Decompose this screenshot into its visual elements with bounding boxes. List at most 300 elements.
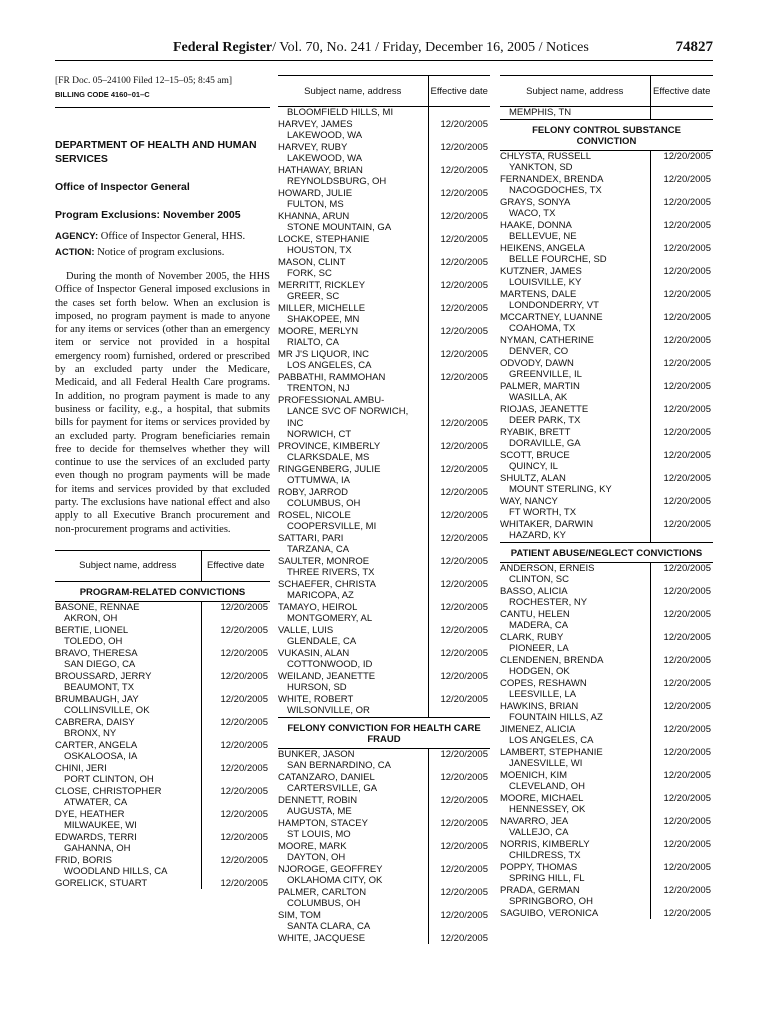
subject-cell (278, 303, 428, 326)
table-row (55, 878, 270, 890)
subject-address: OKLAHOMA CITY, OK (287, 875, 383, 886)
effective-date: 12/20/2005 (650, 609, 713, 632)
subject-name: RIOJAS, JEANETTE (500, 403, 589, 415)
subject-cell (500, 197, 650, 220)
subject-name: DENNETT, ROBIN (278, 794, 358, 806)
effective-date: 12/20/2005 (650, 243, 713, 266)
effective-date: 12/20/2005 (428, 280, 490, 303)
department-heading: DEPARTMENT OF HEALTH AND HUMAN SERVICES (55, 139, 257, 165)
effective-date: 12/20/2005 (428, 818, 490, 841)
effective-date: 12/20/2005 (428, 864, 490, 887)
effective-date: 12/20/2005 (428, 441, 490, 464)
subject-name: CHINI, JERI (55, 762, 107, 774)
subject-address: SANTA CLARA, CA (287, 921, 371, 932)
table-row (500, 678, 713, 701)
table-row (500, 266, 713, 289)
subject-name: NYMAN, CATHERINE (500, 334, 594, 346)
subject-cell (278, 464, 428, 487)
table-row (500, 197, 713, 220)
subject-address: CLARKSDALE, MS (287, 452, 370, 463)
table-row (500, 174, 713, 197)
table-row (500, 243, 713, 266)
subject-name: SHULTZ, ALAN (500, 472, 566, 484)
subject-address: STONE MOUNTAIN, GA (287, 222, 392, 233)
table-row (278, 671, 490, 694)
subject-name: NAVARRO, JEA (500, 815, 569, 827)
effective-date: 12/20/2005 (650, 358, 713, 381)
subject-cell (278, 107, 428, 119)
effective-date: 12/20/2005 (650, 724, 713, 747)
subject-name: KUTZNER, JAMES (500, 265, 582, 277)
effective-date: 12/20/2005 (201, 878, 270, 890)
subject-cell (55, 809, 201, 832)
subject-address: QUINCY, IL (509, 461, 558, 472)
subject-cell (278, 671, 428, 694)
subject-address: MEMPHIS, TN (509, 107, 572, 118)
subject-cell (500, 266, 650, 289)
subject-address: MILWAUKEE, WI (64, 820, 137, 832)
subject-name: NJOROGE, GEOFFREY (278, 863, 383, 875)
subject-cell (500, 678, 650, 701)
table-row (500, 793, 713, 816)
subject-cell (278, 533, 428, 556)
subject-address: WILSONVILLE, OR (287, 705, 370, 716)
subject-cell (500, 632, 650, 655)
subject-cell (500, 701, 650, 724)
subject-cell (55, 763, 201, 786)
subject-name: WHITE, ROBERT (278, 693, 354, 705)
table-row (55, 717, 270, 740)
effective-date: 12/20/2005 (201, 786, 270, 809)
exclusions-table-2 (278, 75, 490, 944)
table-row (278, 119, 490, 142)
subject-name: PRADA, GERMAN (500, 884, 580, 896)
subject-cell (55, 786, 201, 809)
subject-cell (278, 510, 428, 533)
effective-date: 12/20/2005 (428, 510, 490, 533)
effective-date: 12/20/2005 (201, 832, 270, 855)
running-head (173, 40, 589, 56)
subject-name: INC (287, 417, 304, 429)
subject-name: CATANZARO, DANIEL (278, 771, 375, 783)
table-row (278, 406, 490, 418)
effective-date: 12/20/2005 (428, 772, 490, 795)
subject-address: WOODLAND HILLS, CA (64, 866, 168, 878)
subject-address: COLUMBUS, OH (287, 498, 361, 509)
subject-name: FRID, BORIS (55, 854, 113, 866)
effective-date: 12/20/2005 (201, 763, 270, 786)
effective-date: 12/20/2005 (428, 234, 490, 257)
subject-name: CABRERA, DAISY (55, 716, 135, 728)
subject-name: MARTENS, DALE (500, 288, 577, 300)
subject-address: BEAUMONT, TX (64, 682, 135, 694)
subject-name: LANCE SVC OF NORWICH, (287, 406, 409, 417)
table-row (278, 211, 490, 234)
subject-name: BERTIE, LIONEL (55, 624, 129, 636)
effective-date: 12/20/2005 (428, 349, 490, 372)
subject-cell (500, 793, 650, 816)
subject-cell (278, 142, 428, 165)
subject-cell (500, 473, 650, 496)
table-row (500, 908, 713, 920)
table-row (278, 795, 490, 818)
effective-date: 12/20/2005 (201, 809, 270, 832)
subject-cell (500, 770, 650, 793)
subject-address: WASILLA, AK (509, 392, 568, 403)
table-row (278, 818, 490, 841)
subject-address: ROCHESTER, NY (509, 597, 588, 608)
effective-date: 12/20/2005 (428, 579, 490, 602)
subject-name: VALLE, LUIS (278, 624, 334, 636)
subject-address: WACO, TX (509, 208, 556, 219)
subject-cell (278, 625, 428, 648)
subject-cell (278, 579, 428, 602)
subject-cell (278, 372, 428, 395)
effective-date: 12/20/2005 (428, 671, 490, 694)
section-row (278, 717, 490, 748)
subject-cell (278, 165, 428, 188)
action-label: ACTION: (55, 247, 95, 258)
subject-name: HARVEY, RUBY (278, 141, 348, 153)
subject-cell (278, 772, 428, 795)
table-row (278, 487, 490, 510)
effective-date: 12/20/2005 (650, 289, 713, 312)
subject-name: TAMAYO, HEIROL (278, 601, 358, 613)
subject-address: AUGUSTA, ME (287, 806, 352, 817)
subject-address: SHAKOPEE, MN (287, 314, 360, 325)
subject-cell (500, 496, 650, 519)
effective-date: 12/20/2005 (428, 188, 490, 211)
subject-address: MARICOPA, AZ (287, 590, 354, 601)
effective-date: 12/20/2005 (428, 142, 490, 165)
subject-cell (500, 107, 650, 120)
effective-date: 12/20/2005 (428, 748, 490, 772)
subject-cell (55, 832, 201, 855)
subject-name: ANDERSON, ERNEIS (500, 562, 595, 574)
subject-address: SAN BERNARDINO, CA (287, 760, 391, 771)
subject-name: SATTARI, PARI (278, 532, 344, 544)
subject-name: WAY, NANCY (500, 495, 558, 507)
effective-date: 12/20/2005 (428, 487, 490, 510)
effective-date: 12/20/2005 (201, 717, 270, 740)
subject-cell (278, 795, 428, 818)
table-row (278, 188, 490, 211)
table-row (55, 809, 270, 832)
table-row (55, 671, 270, 694)
subject-address: DAYTON, OH (287, 852, 346, 863)
subject-address: DORAVILLE, GA (509, 438, 581, 449)
subject-address: HAZARD, KY (509, 530, 567, 541)
table-row (278, 257, 490, 280)
subject-address: HENNESSEY, OK (509, 804, 586, 815)
table-row (278, 395, 490, 407)
subject-cell (278, 556, 428, 579)
effective-date: 12/20/2005 (650, 701, 713, 724)
effective-date: 12/20/2005 (650, 908, 713, 920)
table-row (500, 289, 713, 312)
subject-address: COOPERSVILLE, MI (287, 521, 377, 532)
subject-name: WEILAND, JEANETTE (278, 670, 376, 682)
table-row (500, 150, 713, 174)
table-row (278, 464, 490, 487)
effective-date: 12/20/2005 (201, 671, 270, 694)
effective-date: 12/20/2005 (428, 165, 490, 188)
subject-name: JIMENEZ, ALICIA (500, 723, 576, 735)
effective-date: 12/20/2005 (428, 372, 490, 395)
subject-address: BRONX, NY (64, 728, 117, 740)
fr-doc-line: [FR Doc. 05–24100 Filed 12–15–05; 8:45 am] (55, 76, 233, 86)
subject-address: RIALTO, CA (287, 337, 339, 348)
table-row (55, 601, 270, 625)
effective-date: 12/20/2005 (650, 174, 713, 197)
table-row (278, 142, 490, 165)
table-row (500, 839, 713, 862)
agency-line (55, 230, 270, 244)
table-row (278, 579, 490, 602)
effective-date: 12/20/2005 (428, 694, 490, 718)
column-1 (55, 75, 270, 889)
subject-name: PABBATHI, RAMMOHAN (278, 371, 386, 383)
subject-name: HATHAWAY, BRIAN (278, 164, 363, 176)
effective-date: 12/20/2005 (428, 326, 490, 349)
subject-cell (500, 243, 650, 266)
table-row (278, 326, 490, 349)
subject-cell (500, 724, 650, 747)
subject-cell (500, 404, 650, 427)
subject-name: HOWARD, JULIE (278, 187, 353, 199)
subject-cell (278, 441, 428, 464)
subject-address: FULTON, MS (287, 199, 344, 210)
subject-name: POPPY, THOMAS (500, 861, 578, 873)
subject-name: CLENDENEN, BRENDA (500, 654, 604, 666)
effective-date: 12/20/2005 (650, 150, 713, 174)
table-row (278, 910, 490, 933)
effective-date: 12/20/2005 (650, 885, 713, 908)
subject-name: MOORE, MICHAEL (500, 792, 584, 804)
subject-cell (278, 418, 428, 441)
table-row (278, 887, 490, 910)
table-row (278, 418, 490, 441)
subject-address: TOLEDO, OH (64, 636, 123, 648)
subject-name: MR J'S LIQUOR, INC (278, 348, 370, 360)
table-row (500, 632, 713, 655)
effective-date: 12/20/2005 (650, 197, 713, 220)
table-row (55, 832, 270, 855)
subject-address: YANKTON, SD (509, 162, 573, 173)
office-heading: Office of Inspector General (55, 181, 190, 193)
subject-name: RINGGENBERG, JULIE (278, 463, 381, 475)
effective-date: 12/20/2005 (428, 303, 490, 326)
subject-cell (500, 289, 650, 312)
subject-name: COPES, RESHAWN (500, 677, 587, 689)
table-row (55, 625, 270, 648)
column-3 (500, 75, 713, 919)
effective-date: 12/20/2005 (428, 418, 490, 441)
subject-name: MOORE, MARK (278, 840, 347, 852)
table-row (500, 312, 713, 335)
subject-address: PIONEER, LA (509, 643, 569, 654)
subject-name: BASONE, RENNAE (55, 601, 140, 613)
table-row (500, 496, 713, 519)
table-row (500, 107, 713, 120)
subject-address: ATWATER, CA (64, 797, 128, 809)
table-row (55, 648, 270, 671)
subject-cell (278, 406, 428, 418)
subject-cell (278, 933, 428, 945)
table-row (278, 864, 490, 887)
effective-date: 12/20/2005 (428, 119, 490, 142)
subject-cell (55, 717, 201, 740)
subject-address: MONTGOMERY, AL (287, 613, 373, 624)
effective-date: 12/20/2005 (428, 841, 490, 864)
page-header (55, 40, 713, 61)
subject-address: TRENTON, NJ (287, 383, 350, 394)
effective-date: 12/20/2005 (650, 519, 713, 543)
subject-address: LEESVILLE, LA (509, 689, 577, 700)
table-row (278, 748, 490, 772)
subject-name: LAMBERT, STEPHANIE (500, 746, 603, 758)
subject-name: PALMER, CARLTON (278, 886, 367, 898)
col-header-name: Subject name, address (500, 76, 650, 107)
subject-name: NORRIS, KIMBERLY (500, 838, 590, 850)
effective-date: 12/20/2005 (201, 694, 270, 717)
subject-address: NACOGDOCHES, TX (509, 185, 602, 196)
subject-name: MILLER, MICHELLE (278, 302, 366, 314)
table-row (55, 786, 270, 809)
subject-name: HAWKINS, BRIAN (500, 700, 579, 712)
subject-name: SAGUIBO, VERONICA (500, 907, 599, 919)
subject-name: VUKASIN, ALAN (278, 647, 350, 659)
subject-address: SAN DIEGO, CA (64, 659, 136, 671)
subject-cell (278, 841, 428, 864)
effective-date: 12/20/2005 (428, 556, 490, 579)
subject-cell (278, 887, 428, 910)
subject-cell (278, 326, 428, 349)
subject-address: DENVER, CO (509, 346, 569, 357)
table-row (500, 404, 713, 427)
table-row (278, 648, 490, 671)
subject-address: LOUISVILLE, KY (509, 277, 582, 288)
table-row (500, 450, 713, 473)
subject-cell (278, 211, 428, 234)
subject-cell (55, 740, 201, 763)
subject-cell (278, 395, 428, 407)
subject-name: KHANNA, ARUN (278, 210, 350, 222)
table-row (500, 586, 713, 609)
subject-address: BELLEVUE, NE (509, 231, 577, 242)
subject-address: CLEVELAND, OH (509, 781, 586, 792)
subject-address: LAKEWOOD, WA (287, 153, 363, 164)
table-row (278, 625, 490, 648)
subject-name: BROUSSARD, JERRY (55, 670, 152, 682)
effective-date (428, 107, 490, 119)
subject-name: LOCKE, STEPHANIE (278, 233, 370, 245)
subject-name: GRAYS, SONYA (500, 196, 571, 208)
subject-address: FT WORTH, TX (509, 507, 577, 518)
section-heading: PROGRAM-RELATED CONVICTIONS (55, 581, 270, 601)
table-row (278, 556, 490, 579)
effective-date: 12/20/2005 (428, 910, 490, 933)
subject-cell (500, 381, 650, 404)
column-2 (278, 75, 490, 944)
subject-cell (500, 174, 650, 197)
table-row (278, 441, 490, 464)
effective-date: 12/20/2005 (428, 933, 490, 945)
subject-cell (500, 586, 650, 609)
effective-date: 12/20/2005 (201, 625, 270, 648)
subject-cell (278, 188, 428, 211)
table-row (278, 510, 490, 533)
col-header-name: Subject name, address (55, 550, 201, 581)
effective-date: 12/20/2005 (650, 770, 713, 793)
effective-date: 12/20/2005 (201, 648, 270, 671)
table-row (500, 358, 713, 381)
subject-name: CLARK, RUBY (500, 631, 564, 643)
section-heading: PATIENT ABUSE/NEGLECT CONVICTIONS (500, 542, 713, 562)
subject-name: SAULTER, MONROE (278, 555, 370, 567)
effective-date: 12/20/2005 (650, 862, 713, 885)
exclusions-table-3 (500, 75, 713, 919)
agency-label: AGENCY: (55, 231, 99, 242)
notice-title: Program Exclusions: November 2005 (55, 209, 241, 221)
table-row (500, 473, 713, 496)
effective-date: 12/20/2005 (650, 632, 713, 655)
subject-address: OSKALOOSA, IA (64, 751, 138, 763)
table-row (278, 694, 490, 718)
subject-name: ODVODY, DAWN (500, 357, 574, 369)
table-row (500, 862, 713, 885)
subject-name: GORELICK, STUART (55, 877, 148, 889)
subject-address: THREE RIVERS, TX (287, 567, 375, 578)
subject-address: CHILDRESS, TX (509, 850, 581, 861)
journal-name: Federal Register (173, 40, 273, 55)
table-row (278, 349, 490, 372)
table-row (55, 694, 270, 717)
agency-text: Office of Inspector General, HHS. (100, 231, 246, 242)
subject-cell (278, 349, 428, 372)
effective-date: 12/20/2005 (650, 496, 713, 519)
effective-date: 12/20/2005 (201, 740, 270, 763)
effective-date: 12/20/2005 (650, 816, 713, 839)
col-header-date: Effective date (650, 76, 713, 107)
table-row (500, 816, 713, 839)
effective-date: 12/20/2005 (428, 887, 490, 910)
subject-cell (278, 119, 428, 142)
table-row (278, 280, 490, 303)
subject-cell (278, 602, 428, 625)
section-row (500, 542, 713, 562)
page-number: 74827 (675, 39, 713, 55)
subject-cell (500, 816, 650, 839)
subject-cell (55, 878, 201, 890)
table-row (500, 562, 713, 586)
subject-address: LAKEWOOD, WA (287, 130, 363, 141)
subject-address: MADERA, CA (509, 620, 569, 631)
subject-address: BELLE FOURCHE, SD (509, 254, 607, 265)
effective-date: 12/20/2005 (428, 625, 490, 648)
subject-cell (500, 609, 650, 632)
section-heading: FELONY CONTROL SUBSTANCE CONVICTION (500, 119, 713, 150)
table-row (278, 533, 490, 556)
table-row (278, 303, 490, 326)
table-row (500, 220, 713, 243)
subject-address: COAHOMA, TX (509, 323, 576, 334)
table-row (55, 855, 270, 878)
subject-name: HAAKE, DONNA (500, 219, 572, 231)
subject-name: MASON, CLINT (278, 256, 346, 268)
subject-address: GLENDALE, CA (287, 636, 357, 647)
subject-name: ROBY, JARROD (278, 486, 349, 498)
